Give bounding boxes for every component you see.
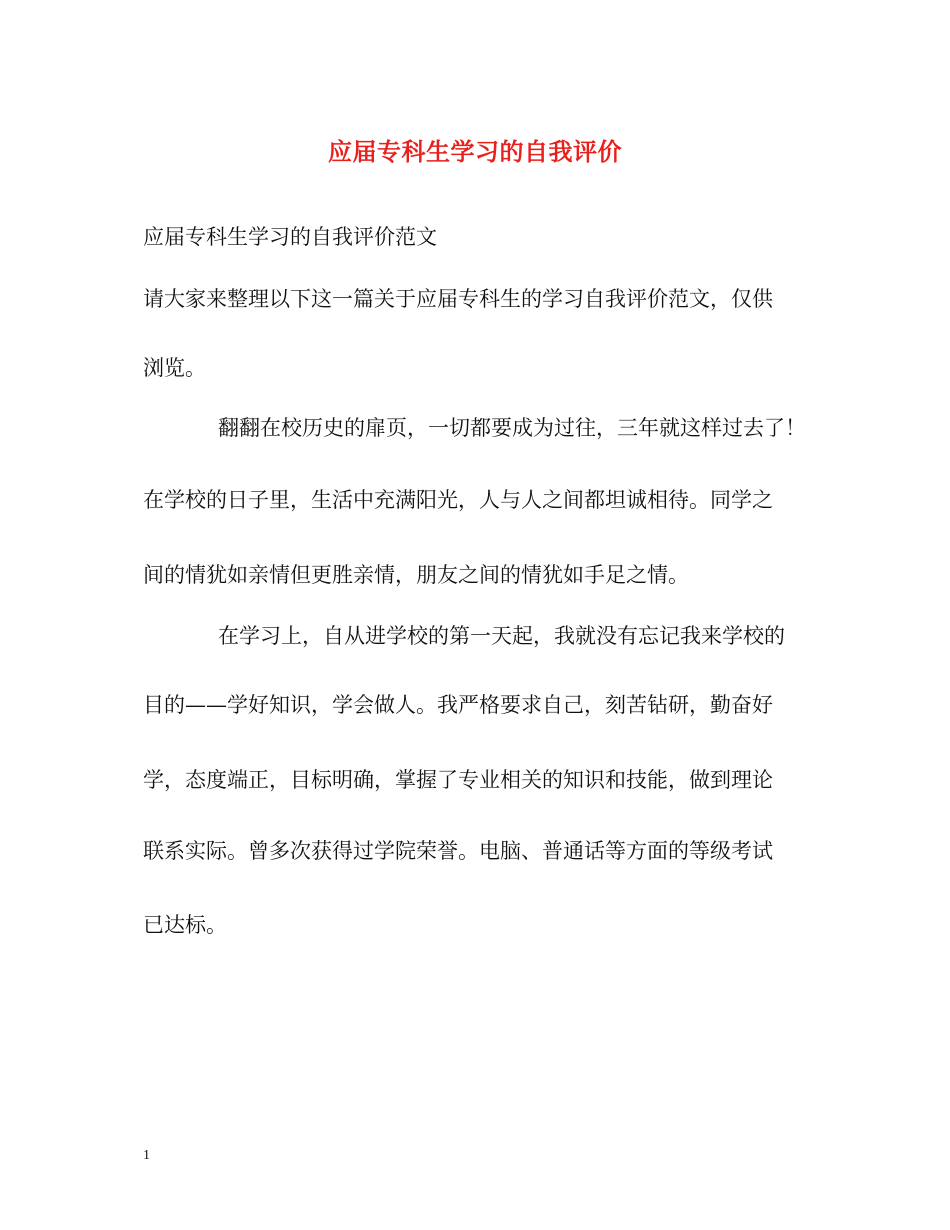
body-line: 学，态度端正，目标明确，掌握了专业相关的知识和技能，做到理论: [143, 768, 773, 792]
body-line: 浏览。: [143, 356, 206, 380]
body-line: 间的情犹如亲情但更胜亲情，朋友之间的情犹如手足之情。: [143, 563, 689, 587]
page-number: 1: [143, 1148, 150, 1163]
body-line: 联系实际。曾多次获得过学院荣誉。电脑、普通话等方面的等级考试: [143, 839, 773, 863]
subtitle-line: 应届专科生学习的自我评价范文: [143, 225, 437, 249]
body-line: 请大家来整理以下这一篇关于应届专科生的学习自我评价范文，仅供: [143, 287, 773, 311]
body-line: 翻翻在校历史的扉页，一切都要成为过往，三年就这样过去了！: [218, 416, 806, 440]
body-line: 已达标。: [143, 913, 227, 937]
body-line: 在学习上，自从进学校的第一天起，我就没有忘记我来学校的: [218, 624, 785, 648]
document-title: 应届专科生学习的自我评价: [328, 137, 622, 166]
body-line: 目的——学好知识，学会做人。我严格要求自己，刻苦钻研，勤奋好: [143, 693, 773, 717]
body-line: 在学校的日子里，生活中充满阳光，人与人之间都坦诚相待。同学之: [143, 488, 773, 512]
